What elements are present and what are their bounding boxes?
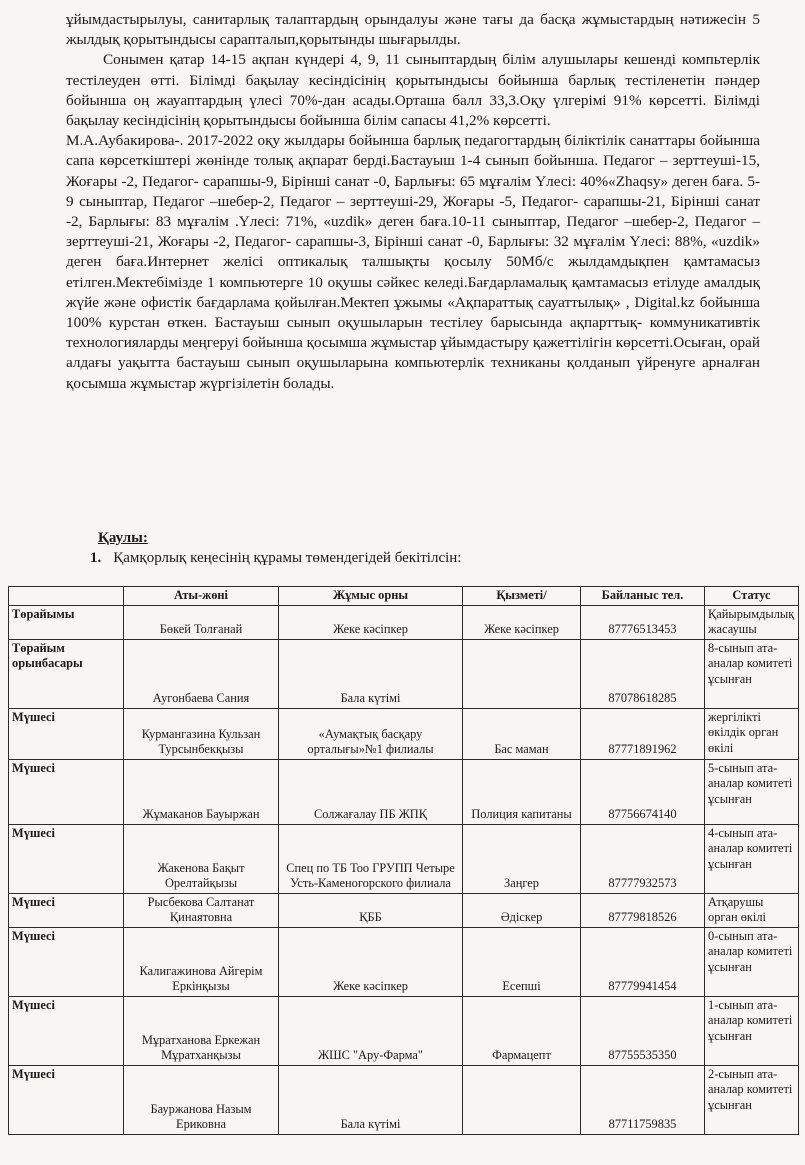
item-text: Қамқорлық кеңесінің құрамы төмендегідей бекітілсін:	[113, 550, 462, 566]
table-row	[9, 927, 799, 996]
table-row	[9, 759, 799, 824]
cell-phone: 87771891962	[581, 708, 705, 759]
cell-role: Мүшесі	[9, 927, 124, 996]
table-row	[9, 708, 799, 759]
header-work: Жұмыс орны	[279, 587, 463, 606]
cell-position: Әдіскер	[463, 893, 581, 927]
cell-status: 5-сынып ата-аналар комитеті ұсынған	[705, 759, 799, 824]
cell-status: Қайырымдылық жасаушы	[705, 605, 799, 639]
cell-phone: 87711759835	[581, 1065, 705, 1134]
cell-status: 4-сынып ата-аналар комитеті ұсынған	[705, 824, 799, 893]
cell-name: Бөкей Толғанай	[124, 605, 279, 639]
cell-work: ҚББ	[279, 893, 463, 927]
cell-work: Бала күтімі	[279, 639, 463, 708]
cell-name: Калигажинова Айгерім Еркінқызы	[124, 927, 279, 996]
cell-work: Жеке кәсіпкер	[279, 927, 463, 996]
cell-status: жергілікті өкілдік орган өкілі	[705, 708, 799, 759]
header-name: Аты-жөні	[124, 587, 279, 606]
cell-position: Полиция капитаны	[463, 759, 581, 824]
cell-role: Төрайым орынбасары	[9, 639, 124, 708]
cell-phone: 87756674140	[581, 759, 705, 824]
cell-position: Фармацепт	[463, 996, 581, 1065]
cell-status: 2-сынып ата-аналар комитеті ұсынған	[705, 1065, 799, 1134]
cell-position: Есепші	[463, 927, 581, 996]
cell-name: Курмангазина Кульзан Турсынбекқызы	[124, 708, 279, 759]
cell-work: «Аумақтық басқару орталығы»№1 филиалы	[279, 708, 463, 759]
cell-role: Мүшесі	[9, 893, 124, 927]
header-position: Қызметі/	[463, 587, 581, 606]
paragraph-3: М.А.Аубакирова-. 2017-2022 оқу жылдары бойынша барлық педагогтардың біліктілік санаттары бойынша сапа көрсеткіштері жөнінде толық ақпарат берді.Бастауыш 1-4 сынып бойынша. Педагог – зерттеуші-15, Жоғары -2, Педагог- сарапшы-9, Бірінші санат -0, Барлығы: 65 мұғалім Үлесі: 40%«Zhaqsy» деген баға. 5-9 сыныптар, Педагог –шебер-2, Педагог – зерттеуші-29, Жоғары -5, Педагог- сарапшы-21, Бірінші санат -2, Барлығы: 83 мұғалім .Үлесі: 71%, «uzdik» деген баға.10-11 сыныптар, Педагог –шебер-2, Педагог – зерттеуші-21, Жоғары -2, Педагог- сарапшы-3, Бірінші санат -0, Барлығы: 32 мұғалім Үлесі: 88%, «uzdik» деген баға.Интернет желісі оптикалық талшықты қосылу 50Мб/с жылдамдықпен қамтамасыз етілген.Мектебімізде 1 компьютерге 10 оқушы сәйкес келеді.Бағдарламалық қамтамасыз етілуде амалдық жүйе және офистік бағдарлама қойылған.Мектеп ұжымы «Ақпараттық сауаттылық» , Digital.kz бойынша 100% курстан өткен. Бастауыш сынып оқушыларын тестілеу барысында ақпарттық- коммуникативтік технологияларды меңгеруі бойынша қосымша жұмыстар ұйымдастыру қажеттілігін көрсетті.Осыған, орай алдағы уақытта бастауыш сынып оқушыларына компьютерлік техниканы қолданып үйренуге арналған қосымша жұмыстар жүргізілетін болады.	[66, 132, 760, 392]
cell-work: ЖШС "Ару-Фарма"	[279, 996, 463, 1065]
table-row	[9, 605, 799, 639]
header-status: Статус	[705, 587, 799, 606]
cell-name: Мұратханова Еркежан Мұратханқызы	[124, 996, 279, 1065]
item-number: 1.	[90, 550, 102, 566]
table-row	[9, 893, 799, 927]
cell-position: Заңгер	[463, 824, 581, 893]
table-row	[9, 996, 799, 1065]
cell-name: Бауржанова Назым Ериковна	[124, 1065, 279, 1134]
cell-role: Мүшесі	[9, 824, 124, 893]
cell-status: 8-сынып ата-аналар комитеті ұсынған	[705, 639, 799, 708]
cell-phone: 87777932573	[581, 824, 705, 893]
decision-heading: Қаулы:	[98, 530, 148, 546]
cell-name: Жұмаканов Бауыржан	[124, 759, 279, 824]
header-phone: Байланыс тел.	[581, 587, 705, 606]
cell-position: Жеке кәсіпкер	[463, 605, 581, 639]
cell-work: Бала күтімі	[279, 1065, 463, 1134]
cell-name: Жакенова Бақыт Орелтайқызы	[124, 824, 279, 893]
paragraph-2: Сонымен қатар 14-15 ақпан күндері 4, 9, 11 сыныптардың білім алушылары кешенді компьтерлік тестілеуден өтті. Білімді бақылау кесіндісінің қорытындысы бойынша барлық тестіленетін пәндер бойынша оң жауаптардың үлесі 70%-дан асады.Орташа балл 33,3.Оқу үлгерімі 91% көрсетті. Білімді бақылау кесіндісінің қорытындысы бойынша білім сапасы 41,2% көрсетті.	[66, 51, 760, 130]
cell-role: Төрайымы	[9, 605, 124, 639]
table-header-row	[9, 587, 799, 606]
cell-name: Аугонбаева Сания	[124, 639, 279, 708]
cell-phone: 87755535350	[581, 996, 705, 1065]
decision-item-1	[90, 550, 461, 567]
header-role	[9, 587, 124, 606]
cell-status: 0-сынып ата-аналар комитеті ұсынған	[705, 927, 799, 996]
cell-work: Солжағалау ПБ ЖПҚ	[279, 759, 463, 824]
cell-phone: 87779941454	[581, 927, 705, 996]
table-row	[9, 824, 799, 893]
cell-phone: 87776513453	[581, 605, 705, 639]
paragraph-1: ұйымдастырылуы, санитарлық талаптардың орындалуы және тағы да басқа жұмыстардың нәтижесін 5 жылдық қорытындысы сарапталып,қорытынды шығарылды.	[66, 11, 760, 49]
cell-status: Атқарушы орган өкілі	[705, 893, 799, 927]
cell-phone: 87779818526	[581, 893, 705, 927]
cell-position	[463, 1065, 581, 1134]
table-row	[9, 1065, 799, 1134]
cell-work: Спец по ТБ Тоо ГРУПП Четыре Усть-Каменогорского филиала	[279, 824, 463, 893]
cell-position	[463, 639, 581, 708]
board-members-table	[8, 586, 799, 1135]
cell-name: Рысбекова Салтанат Қинаятовна	[124, 893, 279, 927]
cell-position: Бас маман	[463, 708, 581, 759]
cell-role: Мүшесі	[9, 759, 124, 824]
cell-role: Мүшесі	[9, 996, 124, 1065]
cell-role: Мүшесі	[9, 1065, 124, 1134]
cell-phone: 87078618285	[581, 639, 705, 708]
cell-status: 1-сынып ата-аналар комитеті ұсынған	[705, 996, 799, 1065]
cell-work: Жеке кәсіпкер	[279, 605, 463, 639]
body-text	[66, 10, 760, 394]
table-row	[9, 639, 799, 708]
cell-role: Мүшесі	[9, 708, 124, 759]
